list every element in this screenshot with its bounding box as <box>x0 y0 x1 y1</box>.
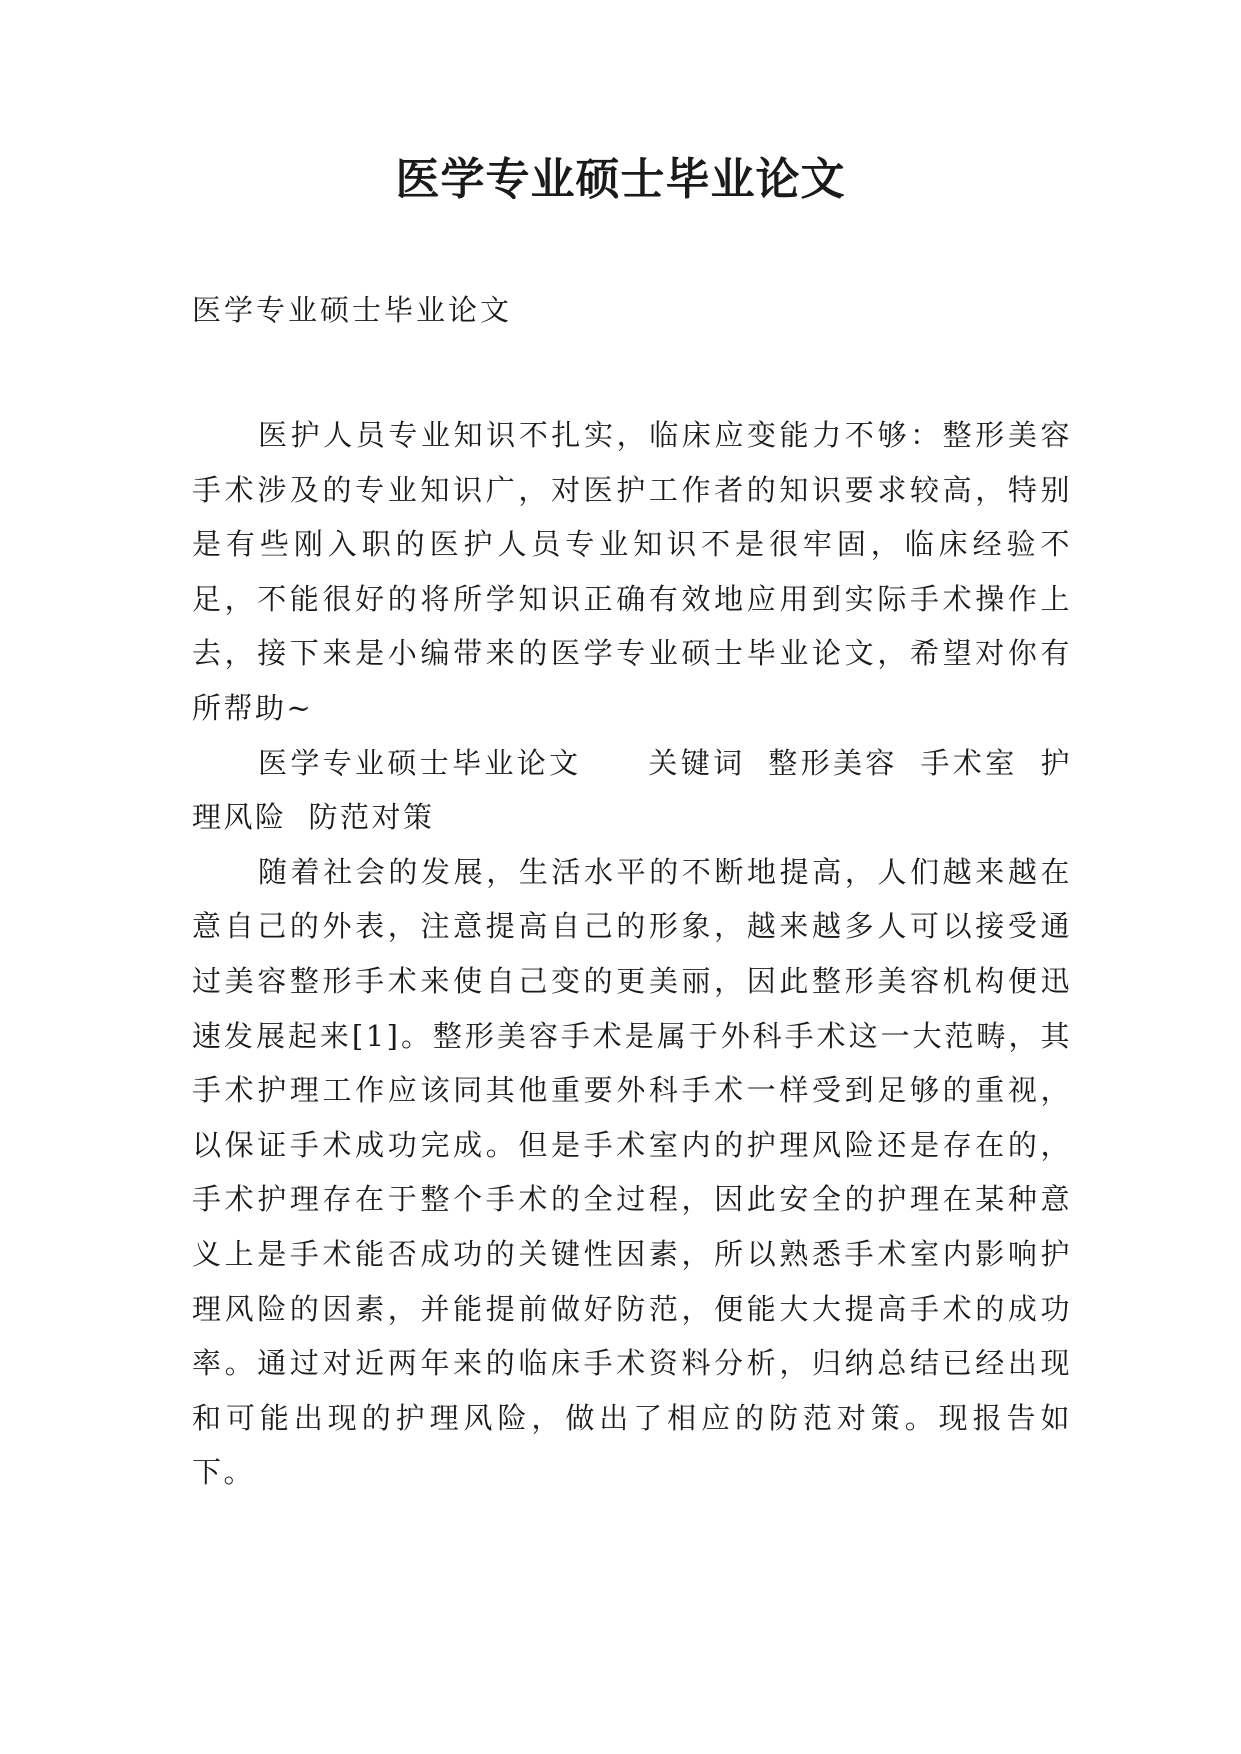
keyword-item: 护理风险 <box>192 745 1072 835</box>
document-subtitle: 医学专业硕士毕业论文 <box>192 293 513 327</box>
document-body <box>192 408 1072 1500</box>
keyword-item: 防范对策 <box>308 800 435 835</box>
intro-paragraph: 医护人员专业知识不扎实，临床应变能力不够：整形美容手术涉及的专业知识广，对医护工作者的知识要求较高，特别是有些刚入职的医护人员专业知识不是很牢固，临床经验不足，不能很好的将所学知识正确有效地应用到实际手术操作上去，接下来是小编带来的医学专业硕士毕业论文，希望对你有所帮助~ <box>192 418 1072 725</box>
keywords-label: 关键词 <box>647 745 746 780</box>
body-paragraph: 随着社会的发展，生活水平的不断地提高，人们越来越在意自己的外表，注意提高自己的形象，越来越多人可以接受通过美容整形手术来使自己变的更美丽，因此整形美容机构便迅速发展起来[1]。整形美容手术是属于外科手术这一大范畴，其手术护理工作应该同其他重要外科手术一样受到足够的重视，以保证手术成功完成。但是手术室内的护理风险还是存在的，手术护理存在于整个手术的全过程，因此安全的护理在某种意义上是手术能否成功的关键性因素，所以熟悉手术室内影响护理风险的因素，并能提前做好防范，便能大大提高手术的成功率。通过对近两年来的临床手术资料分析，归纳总结已经出现和可能出现的护理风险，做出了相应的防范对策。现报告如下。 <box>192 854 1072 1490</box>
keyword-item: 整形美容 <box>767 745 898 780</box>
keywords-paper-title: 医学专业硕士毕业论文 <box>258 745 582 780</box>
keyword-item: 手术室 <box>919 745 1018 780</box>
document-title: 医学专业硕士毕业论文 <box>395 154 846 205</box>
keywords-paragraph <box>192 736 1072 845</box>
